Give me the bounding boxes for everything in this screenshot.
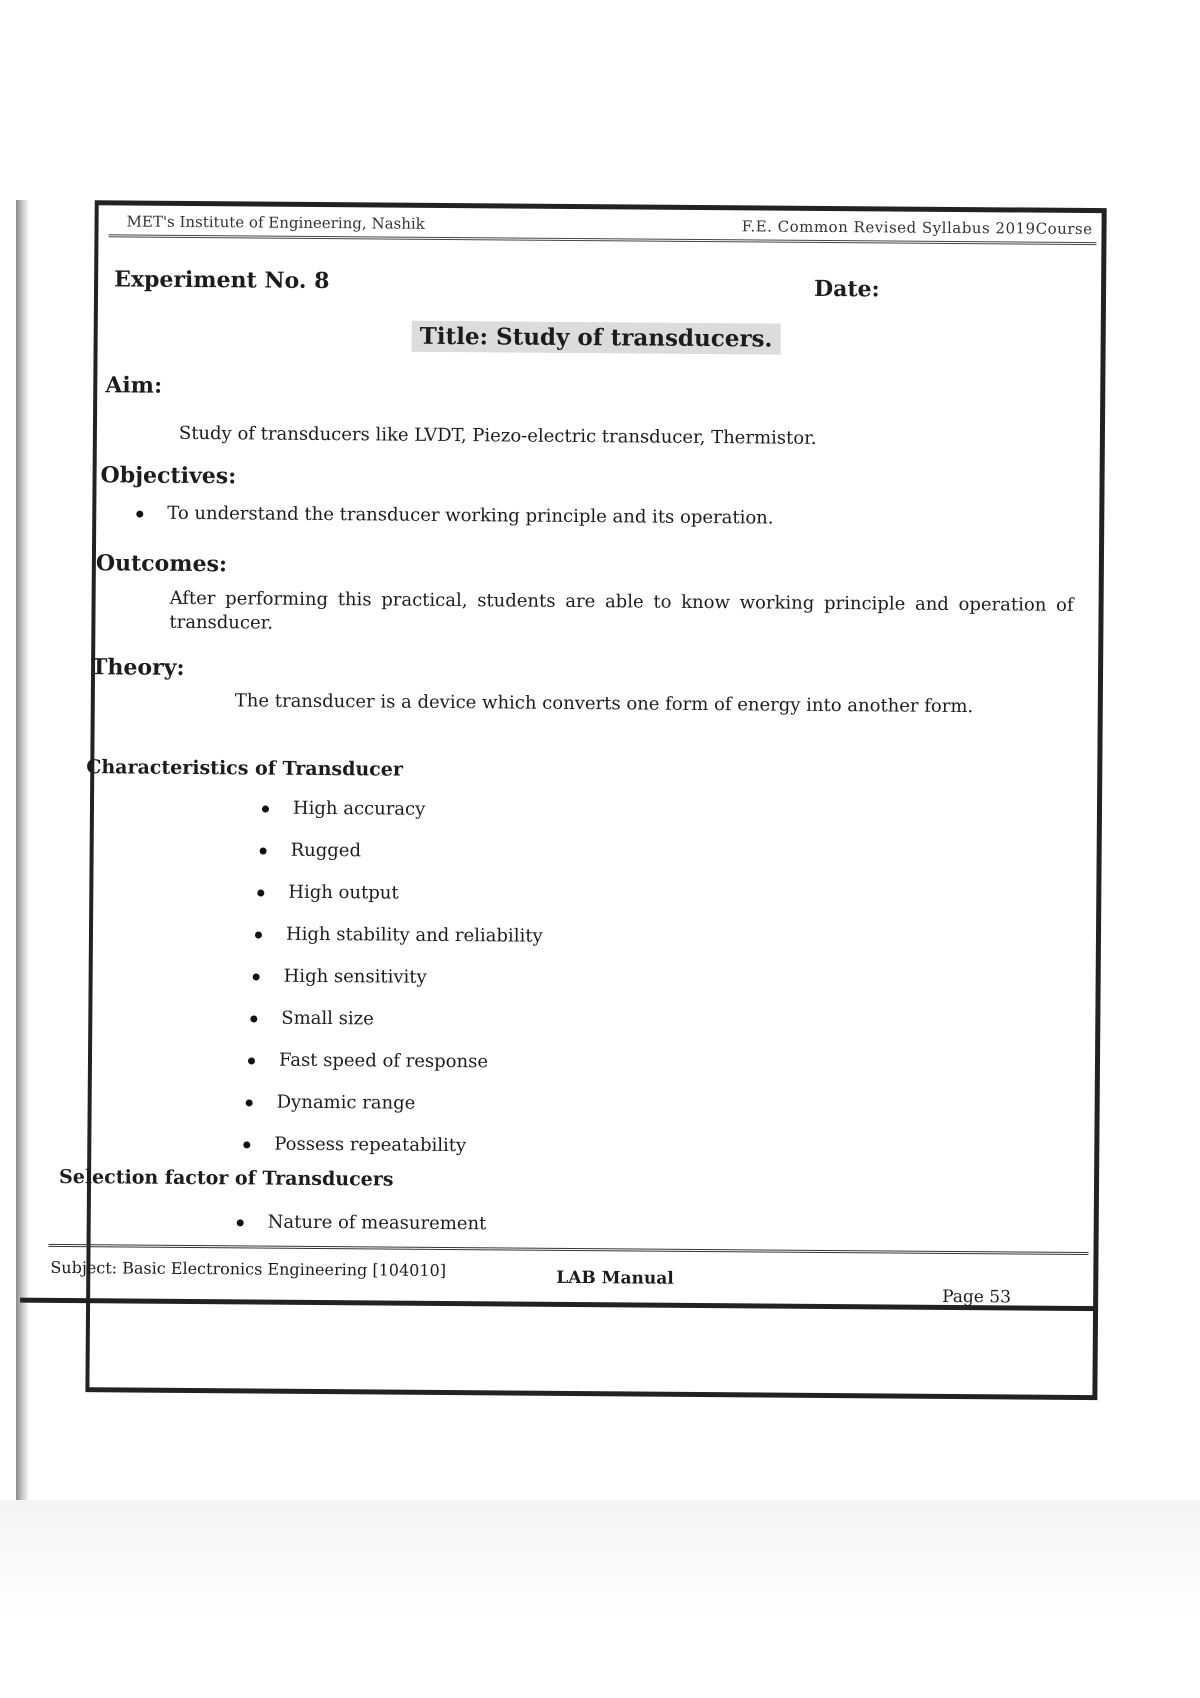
syllabus-label: F.E. Common Revised Syllabus 2019Course (741, 217, 1093, 239)
page-number: Page 53 (942, 1286, 1012, 1308)
objective-text: To understand the transducer working principle and its operation. (167, 502, 774, 529)
objectives-heading: Objectives: (100, 462, 237, 490)
outcomes-text: After performing this practical, students are able to know working principle and operation of transducer. (169, 587, 1074, 634)
theory-heading: Theory: (90, 654, 185, 681)
list-item: Dynamic range (246, 1091, 416, 1113)
list-item: High sensitivity (253, 965, 427, 987)
list-item: High accuracy (262, 798, 426, 820)
bullet-icon (250, 1015, 257, 1022)
bullet-icon (248, 1057, 255, 1064)
characteristics-heading: Characteristics of Transducer (86, 756, 403, 781)
footer-subject: Subject: Basic Electronics Engineering [104010] (50, 1257, 447, 1280)
bullet-icon (246, 1099, 253, 1106)
list-item: High output (257, 882, 398, 904)
list-item: Fast speed of response (248, 1049, 488, 1072)
list-item: Possess repeatability (243, 1133, 466, 1156)
bullet-icon (262, 805, 269, 812)
selection-heading: Selection factor of Transducers (58, 1165, 394, 1191)
list-item: Small size (250, 1007, 374, 1029)
bullet-icon (253, 973, 260, 980)
lab-manual-page (19, 200, 1132, 1413)
bullet-icon (260, 847, 267, 854)
bullet-icon (243, 1141, 250, 1148)
paper-shadow (0, 1500, 1200, 1698)
aim-heading: Aim: (105, 372, 163, 399)
experiment-title: Title: Study of transducers. (412, 321, 781, 355)
theory-text: The transducer is a device which converts one form of energy into another form. (234, 690, 974, 718)
institute-name: MET's Institute of Engineering, Nashik (126, 212, 425, 233)
list-item: Rugged (260, 840, 362, 862)
bullet-icon (257, 889, 264, 896)
list-item: High stability and reliability (255, 923, 543, 946)
bullet-icon (136, 510, 143, 517)
bullet-icon (237, 1219, 244, 1226)
list-item: Nature of measurement (237, 1211, 487, 1234)
experiment-number: Experiment No. 8 (114, 266, 330, 295)
date-label: Date: (813, 275, 880, 303)
aim-text: Study of transducers like LVDT, Piezo-electric transducer, Thermistor. (178, 422, 817, 449)
outcomes-heading: Outcomes: (95, 550, 228, 578)
bullet-icon (255, 931, 262, 938)
footer-manual-label: LAB Manual (556, 1267, 674, 1289)
